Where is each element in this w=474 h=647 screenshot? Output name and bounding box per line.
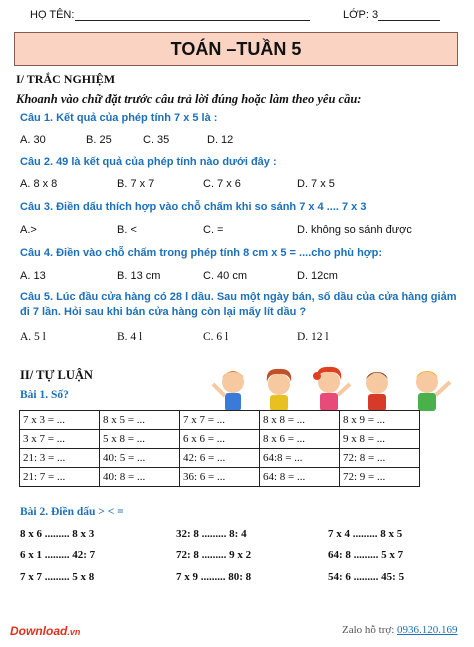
instruction: Khoanh vào chữ đặt trước câu trả lời đúng hoặc làm theo yêu cầu: [16, 92, 362, 106]
grid-cell[interactable]: 21: 7 = ... [20, 468, 100, 487]
children-illustration [205, 364, 460, 414]
kid-2 [267, 369, 292, 411]
q4-option-d[interactable]: D. 12cm [297, 270, 338, 282]
section2-heading: II/ TỰ LUẬN [20, 368, 93, 382]
class-label: LỚP: 3 [343, 9, 379, 21]
grid-cell[interactable]: 64: 8 = ... [260, 468, 340, 487]
q3-option-a[interactable]: A.> [20, 224, 37, 236]
grid-cell[interactable]: 36: 6 = ... [180, 468, 260, 487]
grid-cell[interactable]: 6 x 6 = ... [180, 430, 260, 449]
compare-item[interactable]: 54: 6 ......... 45: 5 [328, 571, 405, 583]
support-label: Zalo hỗ trợ: [342, 624, 395, 636]
grid-cell[interactable]: 21: 3 = ... [20, 449, 100, 468]
grid-cell[interactable]: 7 x 3 = ... [20, 411, 100, 430]
section1-heading: I/ TRẮC NGHIỆM [16, 72, 116, 86]
q2-option-d[interactable]: D. 7 x 5 [297, 178, 335, 190]
grid-cell[interactable]: 9 x 8 = ... [340, 430, 420, 449]
grid-cell[interactable]: 5 x 8 = ... [100, 430, 180, 449]
compare-item[interactable]: 7 x 9 ......... 80: 8 [176, 571, 252, 583]
q5-option-b[interactable]: B. 4 l [117, 331, 143, 343]
name-line [75, 20, 310, 21]
kid-3 [313, 367, 350, 411]
q1-option-b[interactable]: B. 25 [86, 134, 112, 146]
bai1-title: Bài 1. Số? [20, 389, 69, 401]
grid-cell[interactable]: 40: 8 = ... [100, 468, 180, 487]
support-phone-link[interactable]: 0936.120.169 [397, 624, 458, 636]
q4-option-b[interactable]: B. 13 cm [117, 270, 161, 282]
q4-option-c[interactable]: C. 40 cm [203, 270, 248, 282]
grid-cell[interactable]: 7 x 7 = ... [180, 411, 260, 430]
site-logo[interactable] [10, 622, 80, 640]
q2-option-a[interactable]: A. 8 x 8 [20, 178, 58, 190]
kid-4 [366, 372, 388, 411]
grid-cell[interactable]: 72: 9 = ... [340, 468, 420, 487]
footer-support [342, 624, 458, 636]
q2-option-b[interactable]: B. 7 x 7 [117, 178, 155, 190]
question-5-line2: đi 7 lần. Hỏi sau khi bán cửa hàng còn lại mấy lít dầu ? [20, 306, 307, 318]
grid-cell[interactable]: 8 x 5 = ... [100, 411, 180, 430]
grid-cell[interactable]: 72: 8 = ... [340, 449, 420, 468]
grid-cell[interactable]: 64:8 = ... [260, 449, 340, 468]
q3-option-c[interactable]: C. = [203, 224, 224, 236]
grid-cell[interactable]: 3 x 7 = ... [20, 430, 100, 449]
grid-cell[interactable]: 42: 6 = ... [180, 449, 260, 468]
table-row [20, 430, 420, 449]
grid-cell[interactable]: 8 x 6 = ... [260, 430, 340, 449]
question-5-line1: Câu 5. Lúc đầu cửa hàng có 28 l dầu. Sau một ngày bán, số dầu của cửa hàng giảm [20, 291, 457, 303]
question-3: Câu 3. Điền dấu thích hợp vào chỗ chấm khi so sánh 7 x 4 .... 7 x 3 [20, 201, 367, 213]
compare-item[interactable]: 7 x 4 ......... 8 x 5 [328, 528, 403, 540]
grid-cell[interactable]: 40: 5 = ... [100, 449, 180, 468]
compare-item[interactable]: 8 x 6 ......... 8 x 3 [20, 528, 95, 540]
q3-option-d[interactable]: D. không so sánh được [297, 224, 412, 236]
table-row [20, 411, 420, 430]
question-4: Câu 4. Điền vào chỗ chấm trong phép tính 8 cm x 5 = ....cho phù hợp: [20, 247, 383, 259]
table-row [20, 468, 420, 487]
q1-option-d[interactable]: D. 12 [207, 134, 234, 146]
compare-item[interactable]: 64: 8 ......... 5 x 7 [328, 549, 404, 561]
q1-option-a[interactable]: A. 30 [20, 134, 46, 146]
compare-item[interactable]: 7 x 7 ......... 5 x 8 [20, 571, 95, 583]
grid-cell[interactable]: 8 x 8 = ... [260, 411, 340, 430]
page-title: TOÁN –TUẦN 5 [14, 32, 458, 66]
q1-option-c[interactable]: C. 35 [143, 134, 170, 146]
multiplication-grid [19, 410, 420, 487]
logo-suffix: .vn [67, 627, 81, 637]
q5-option-d[interactable]: D. 12 l [297, 331, 329, 343]
q3-option-b[interactable]: B. < [117, 224, 137, 236]
grid-cell[interactable]: 8 x 9 = ... [340, 411, 420, 430]
q4-option-a[interactable]: A. 13 [20, 270, 46, 282]
class-line [378, 20, 440, 21]
compare-item[interactable]: 72: 8 ......... 9 x 2 [176, 549, 252, 561]
compare-item[interactable]: 6 x 1 ......... 42: 7 [20, 549, 96, 561]
q2-option-c[interactable]: C. 7 x 6 [203, 178, 241, 190]
question-1: Câu 1. Kết quả của phép tính 7 x 5 là : [20, 112, 218, 124]
bai2-title: Bài 2. Điền dấu > < = [20, 506, 124, 518]
q5-option-c[interactable]: C. 6 l [203, 331, 229, 343]
kid-1 [213, 371, 244, 411]
name-label: HỌ TÊN: [30, 9, 75, 21]
compare-item[interactable]: 32: 8 ......... 8: 4 [176, 528, 247, 540]
table-row [20, 449, 420, 468]
logo-text: Download [10, 624, 68, 638]
kid-5 [416, 371, 450, 411]
question-2: Câu 2. 49 là kết quả của phép tính nào dưới đây : [20, 156, 277, 168]
q5-option-a[interactable]: A. 5 l [20, 331, 46, 343]
